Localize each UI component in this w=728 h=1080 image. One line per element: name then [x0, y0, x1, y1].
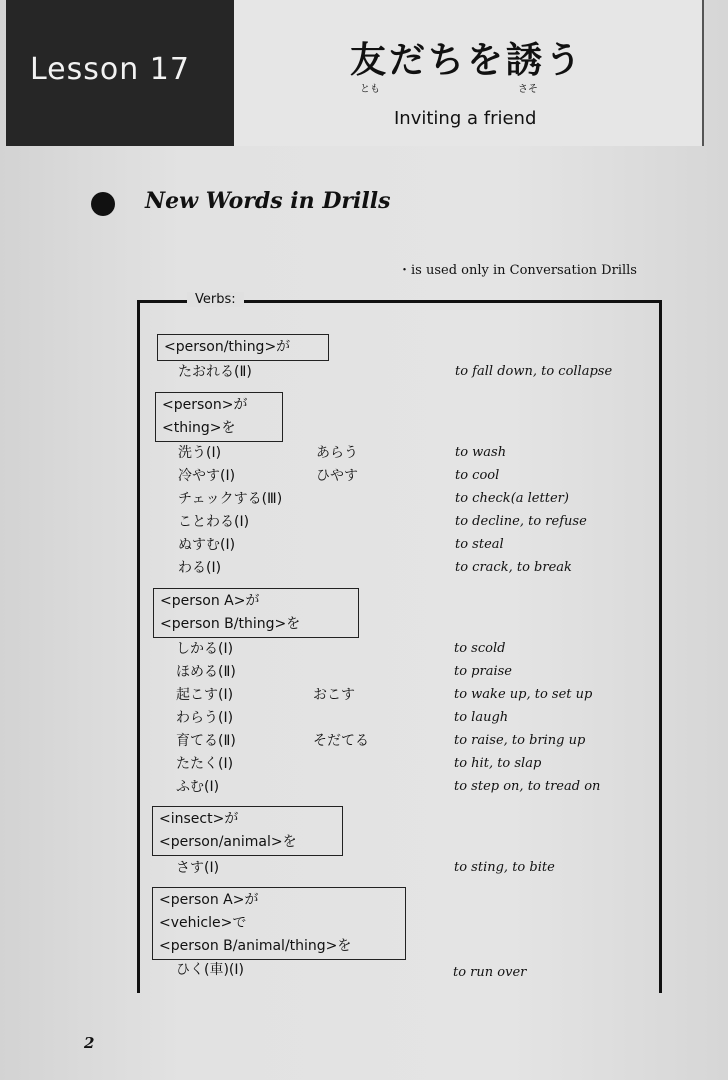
pattern-box: [152, 806, 343, 856]
section-title: New Words in Drills: [145, 188, 391, 214]
vocab-word: 洗う(Ⅰ): [178, 445, 222, 461]
english-title: Inviting a friend: [394, 108, 537, 129]
vocab-meaning: to raise, to bring up: [454, 733, 586, 748]
vocab-word: わる(Ⅰ): [178, 560, 222, 576]
pattern-line: <person A>が: [160, 593, 260, 609]
vocab-word: ことわる(Ⅰ): [178, 514, 250, 530]
vocab-meaning: to step on, to tread on: [454, 779, 601, 794]
vocab-word: たおれる(Ⅱ): [178, 364, 252, 380]
vocab-meaning: to cool: [455, 468, 500, 483]
conversation-drills-note: ・is used only in Conversation Drills: [398, 263, 637, 278]
pattern-line: <person A>が: [159, 892, 259, 908]
furigana-saso: さそ: [518, 84, 538, 95]
vocab-word: しかる(Ⅰ): [176, 641, 234, 657]
vocab-meaning: to steal: [455, 537, 504, 552]
vocab-meaning: to laugh: [454, 710, 509, 725]
page-number: 2: [84, 1034, 95, 1052]
pattern-line: <vehicle>で: [159, 915, 247, 931]
pattern-line: <insect>が: [159, 811, 239, 827]
vocab-word: 育てる(Ⅱ): [176, 733, 236, 749]
vocab-reading: あらう: [316, 445, 358, 461]
japanese-title: 友だちを誘う: [350, 39, 585, 81]
pattern-line: <thing>を: [162, 420, 236, 436]
pattern-line: <person B/animal/thing>を: [159, 938, 352, 954]
vocab-reading: おこす: [313, 687, 355, 703]
pattern-line: <person B/thing>を: [160, 616, 301, 632]
vocab-word: ぬすむ(Ⅰ): [178, 537, 236, 553]
vocab-word: 起こす(Ⅰ): [176, 687, 234, 703]
frame-label: Verbs:: [187, 292, 244, 307]
vocab-meaning: to sting, to bite: [454, 860, 555, 875]
pattern-box: [155, 392, 283, 442]
pattern-line: <person/animal>を: [159, 834, 297, 850]
vocab-word: わらう(Ⅰ): [176, 710, 234, 726]
vocab-reading: ひやす: [316, 468, 358, 484]
vocab-word: チェックする(Ⅲ): [178, 491, 283, 507]
vocab-word: ふむ(Ⅰ): [176, 779, 220, 795]
pattern-box: [157, 334, 329, 361]
pattern-box: [152, 887, 406, 960]
vocab-meaning: to fall down, to collapse: [455, 364, 613, 379]
vocab-meaning: to decline, to refuse: [455, 514, 587, 529]
lesson-number: Lesson 17: [30, 52, 190, 87]
vocab-meaning: to wake up, to set up: [454, 687, 593, 702]
vocab-word: 冷やす(Ⅰ): [178, 468, 236, 484]
vocab-meaning: to wash: [455, 445, 507, 460]
furigana-tomo: とも: [360, 84, 380, 95]
pattern-line: <person>が: [162, 397, 248, 413]
vocab-word: ほめる(Ⅱ): [176, 664, 236, 680]
vocab-word: たたく(Ⅰ): [176, 756, 234, 772]
vocab-meaning: to check(a letter): [455, 491, 569, 506]
vocab-word: ひく(車)(Ⅰ): [176, 962, 244, 978]
vocab-meaning: to praise: [454, 664, 512, 679]
vocab-meaning: to run over: [453, 965, 527, 980]
pattern-line: <person/thing>が: [164, 339, 291, 355]
vocab-meaning: to scold: [454, 641, 506, 656]
vocab-meaning: to crack, to break: [455, 560, 572, 575]
vocab-word: さす(Ⅰ): [176, 860, 220, 876]
vocab-reading: そだてる: [313, 733, 369, 749]
bullet-icon: [91, 192, 115, 216]
vocab-meaning: to hit, to slap: [454, 756, 542, 771]
pattern-box: [153, 588, 359, 638]
